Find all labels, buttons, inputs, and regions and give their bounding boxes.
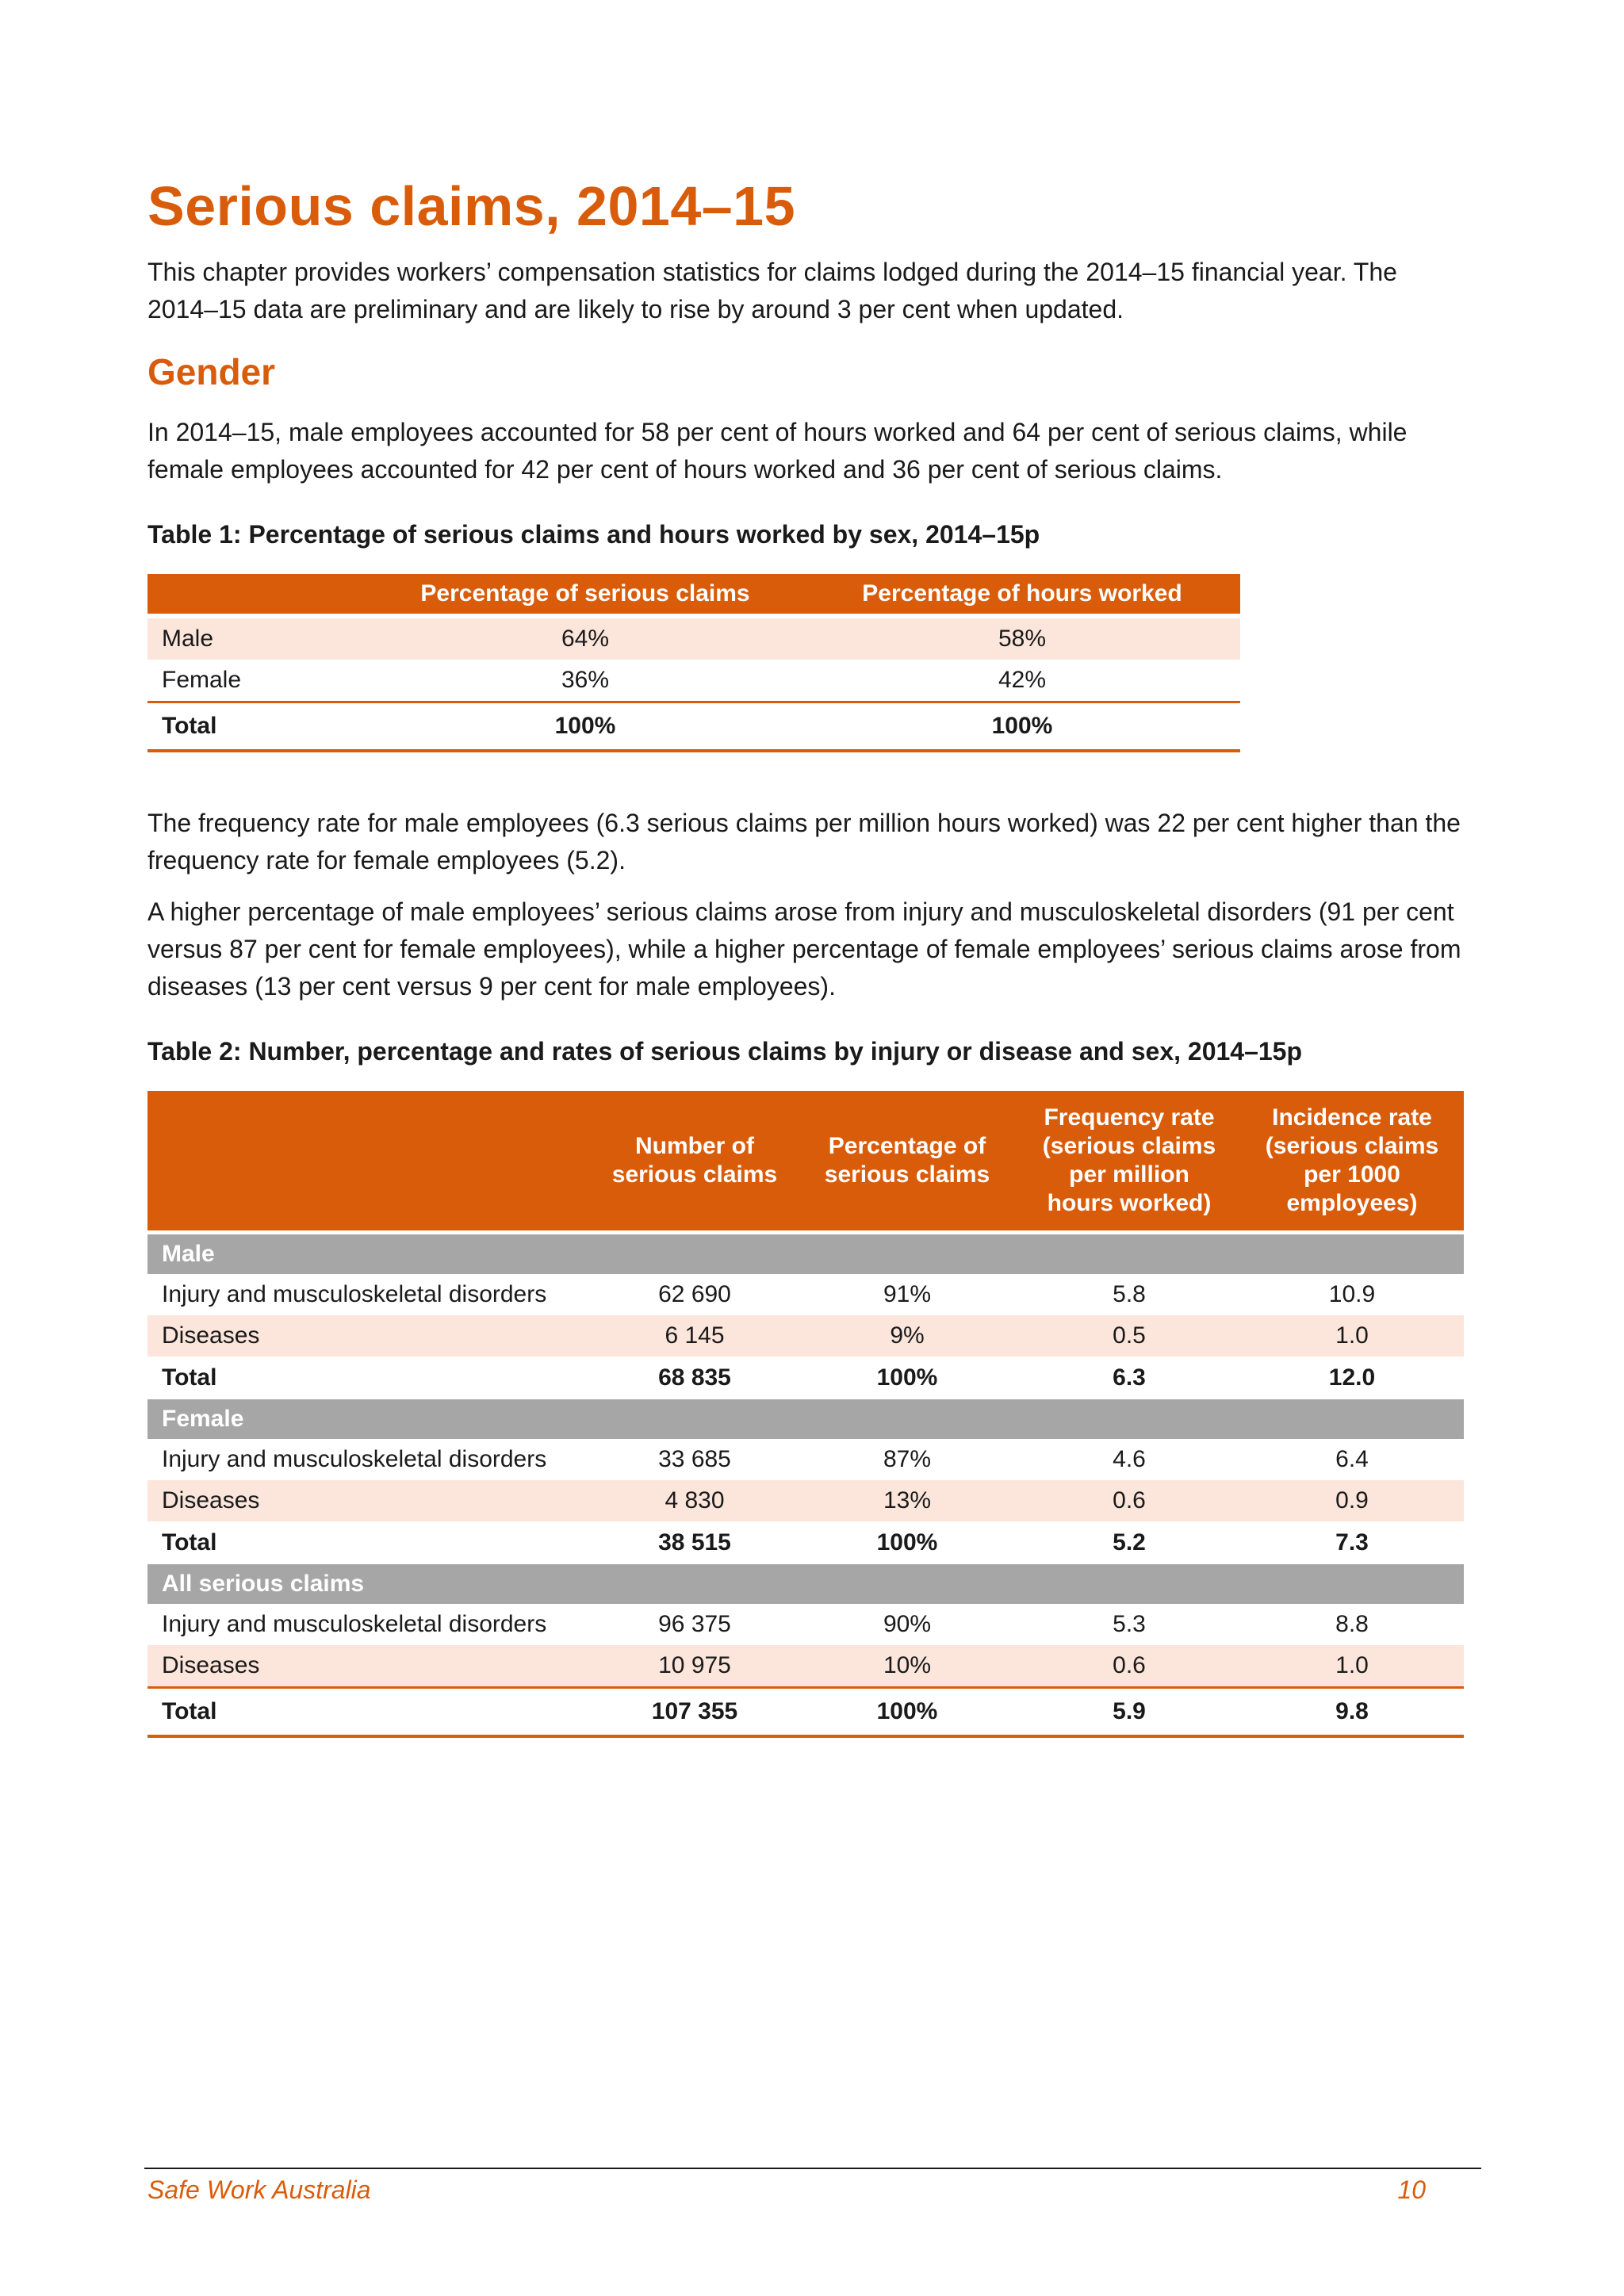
table-row xyxy=(147,1274,1464,1315)
table1-header-cell: Percentage of hours worked xyxy=(804,574,1240,616)
footer-page-number: 10 xyxy=(1397,2175,1426,2204)
injury-paragraph: A higher percentage of male employees’ serious claims arose from injury and musculoskeletal disorders (91 per cent versus 87 per cent for female employees), while a higher percentage of female employees’ serious claims arose from diseases (13 per cent versus 9 per cent for male employees). xyxy=(147,897,1461,1001)
table-cell: 100% xyxy=(796,1688,1018,1737)
table-cell: 107 355 xyxy=(593,1688,796,1737)
table-cell: 5.3 xyxy=(1113,1611,1146,1637)
table-cell: 10% xyxy=(796,1645,1018,1688)
row-label: Diseases xyxy=(147,1315,593,1357)
gender-paragraph: In 2014–15, male employees accounted for 58 per cent of hours worked and 64 per cent of serious claims, while female employees accounted for 42 per cent of hours worked and 36 per cent of serious claims. xyxy=(147,418,1408,484)
row-label: Diseases xyxy=(147,1480,593,1521)
table-cell: 0.5 xyxy=(1018,1315,1240,1357)
table-row xyxy=(147,1604,1464,1645)
table-row xyxy=(147,616,1240,660)
table-cell: 42% xyxy=(998,667,1047,693)
table-cell: 5.8 xyxy=(1113,1281,1146,1307)
table1-header-cell xyxy=(147,574,366,616)
table-total-row xyxy=(147,1357,1464,1399)
table-row xyxy=(147,1315,1464,1357)
group-label: Female xyxy=(147,1399,1464,1439)
table-total-row xyxy=(147,702,1240,752)
table-cell: 6.4 xyxy=(1335,1446,1369,1472)
table2-header-cell: Frequency rate (serious claims per million hours worked) xyxy=(1018,1091,1240,1233)
table-total-row xyxy=(147,1521,1464,1564)
row-label: Total xyxy=(162,1529,217,1556)
table-cell: 1.0 xyxy=(1240,1645,1464,1688)
table2-header-cell: Incidence rate (serious claims per 1000 employees) xyxy=(1240,1091,1464,1233)
page-footer xyxy=(144,2168,1481,2204)
table-cell: 4.6 xyxy=(1113,1446,1146,1472)
row-label: Female xyxy=(162,667,242,693)
table-row xyxy=(147,1645,1464,1688)
table-grand-total-row xyxy=(147,1688,1464,1737)
page-content xyxy=(147,170,1464,1738)
table-cell: 9.8 xyxy=(1240,1688,1464,1737)
row-label: Injury and musculoskeletal disorders xyxy=(162,1446,547,1472)
table-cell: 12.0 xyxy=(1328,1364,1376,1391)
table-cell: 90% xyxy=(883,1611,932,1637)
group-label: Male xyxy=(147,1233,1464,1275)
frequency-paragraph: The frequency rate for male employees (6.3 serious claims per million hours worked) was 22 per cent higher than the frequency rate for female employees (5.2). xyxy=(147,809,1461,874)
table-row xyxy=(147,1480,1464,1521)
table-cell: 4 830 xyxy=(593,1480,796,1521)
row-label: Injury and musculoskeletal disorders xyxy=(162,1611,547,1637)
table-group-row xyxy=(147,1399,1464,1439)
section-heading-gender: Gender xyxy=(147,351,276,392)
table-cell: 0.6 xyxy=(1018,1480,1240,1521)
table-cell: 62 690 xyxy=(658,1281,731,1307)
table-cell: 1.0 xyxy=(1240,1315,1464,1357)
table-cell: 13% xyxy=(796,1480,1018,1521)
table-cell: 10.9 xyxy=(1328,1281,1376,1307)
table-cell: 0.9 xyxy=(1240,1480,1464,1521)
table-cell: 6.3 xyxy=(1113,1364,1146,1391)
table1-caption: Table 1: Percentage of serious claims and hours worked by sex, 2014–15p xyxy=(147,520,1040,549)
table-group-row xyxy=(147,1233,1464,1275)
table2-header-cell: Number of serious claims xyxy=(593,1091,796,1233)
table2 xyxy=(147,1091,1464,1738)
table1-header-cell: Percentage of serious claims xyxy=(366,574,804,616)
table-cell: 91% xyxy=(883,1281,932,1307)
table-cell: 64% xyxy=(366,616,804,660)
table-group-row xyxy=(147,1564,1464,1604)
table-cell: 0.6 xyxy=(1018,1645,1240,1688)
table1 xyxy=(147,574,1240,752)
table-cell: 68 835 xyxy=(658,1364,731,1391)
table-cell: 36% xyxy=(561,667,610,693)
table-cell: 5.2 xyxy=(1113,1529,1146,1556)
intro-paragraph: This chapter provides workers’ compensation statistics for claims lodged during the 2014–15 financial year. The 2014–15 data are preliminary and are likely to rise by around 3 per cent when updated. xyxy=(147,258,1397,323)
row-label: Male xyxy=(147,616,366,660)
footer-organisation: Safe Work Australia xyxy=(147,2175,371,2204)
table-cell: 58% xyxy=(804,616,1240,660)
table-cell: 10 975 xyxy=(593,1645,796,1688)
table-cell: 33 685 xyxy=(658,1446,731,1472)
page-title: Serious claims, 2014–15 xyxy=(147,175,796,237)
table-cell: 5.9 xyxy=(1018,1688,1240,1737)
table-cell: 7.3 xyxy=(1335,1529,1369,1556)
row-label: Diseases xyxy=(147,1645,593,1688)
table-cell: 6 145 xyxy=(593,1315,796,1357)
table1-header-row xyxy=(147,574,1240,616)
row-label: Total xyxy=(147,702,366,752)
row-label: Total xyxy=(162,1364,217,1391)
table2-caption: Table 2: Number, percentage and rates of serious claims by injury or disease and sex, 2014–15p xyxy=(147,1037,1303,1066)
group-label: All serious claims xyxy=(147,1564,1464,1604)
table-cell: 100% xyxy=(876,1529,938,1556)
table2-header-cell xyxy=(147,1091,593,1233)
table-cell: 8.8 xyxy=(1335,1611,1369,1637)
table-cell: 96 375 xyxy=(658,1611,731,1637)
row-label: Total xyxy=(147,1688,593,1737)
table-cell: 100% xyxy=(804,702,1240,752)
table-cell: 100% xyxy=(366,702,804,752)
row-label: Injury and musculoskeletal disorders xyxy=(162,1281,547,1307)
table-cell: 38 515 xyxy=(658,1529,731,1556)
table-row xyxy=(147,1439,1464,1480)
table-cell: 87% xyxy=(883,1446,932,1472)
table2-header-cell: Percentage of serious claims xyxy=(796,1091,1018,1233)
table2-header-row xyxy=(147,1091,1464,1233)
table-row xyxy=(147,660,1240,702)
table-cell: 9% xyxy=(796,1315,1018,1357)
table-cell: 100% xyxy=(876,1364,938,1391)
